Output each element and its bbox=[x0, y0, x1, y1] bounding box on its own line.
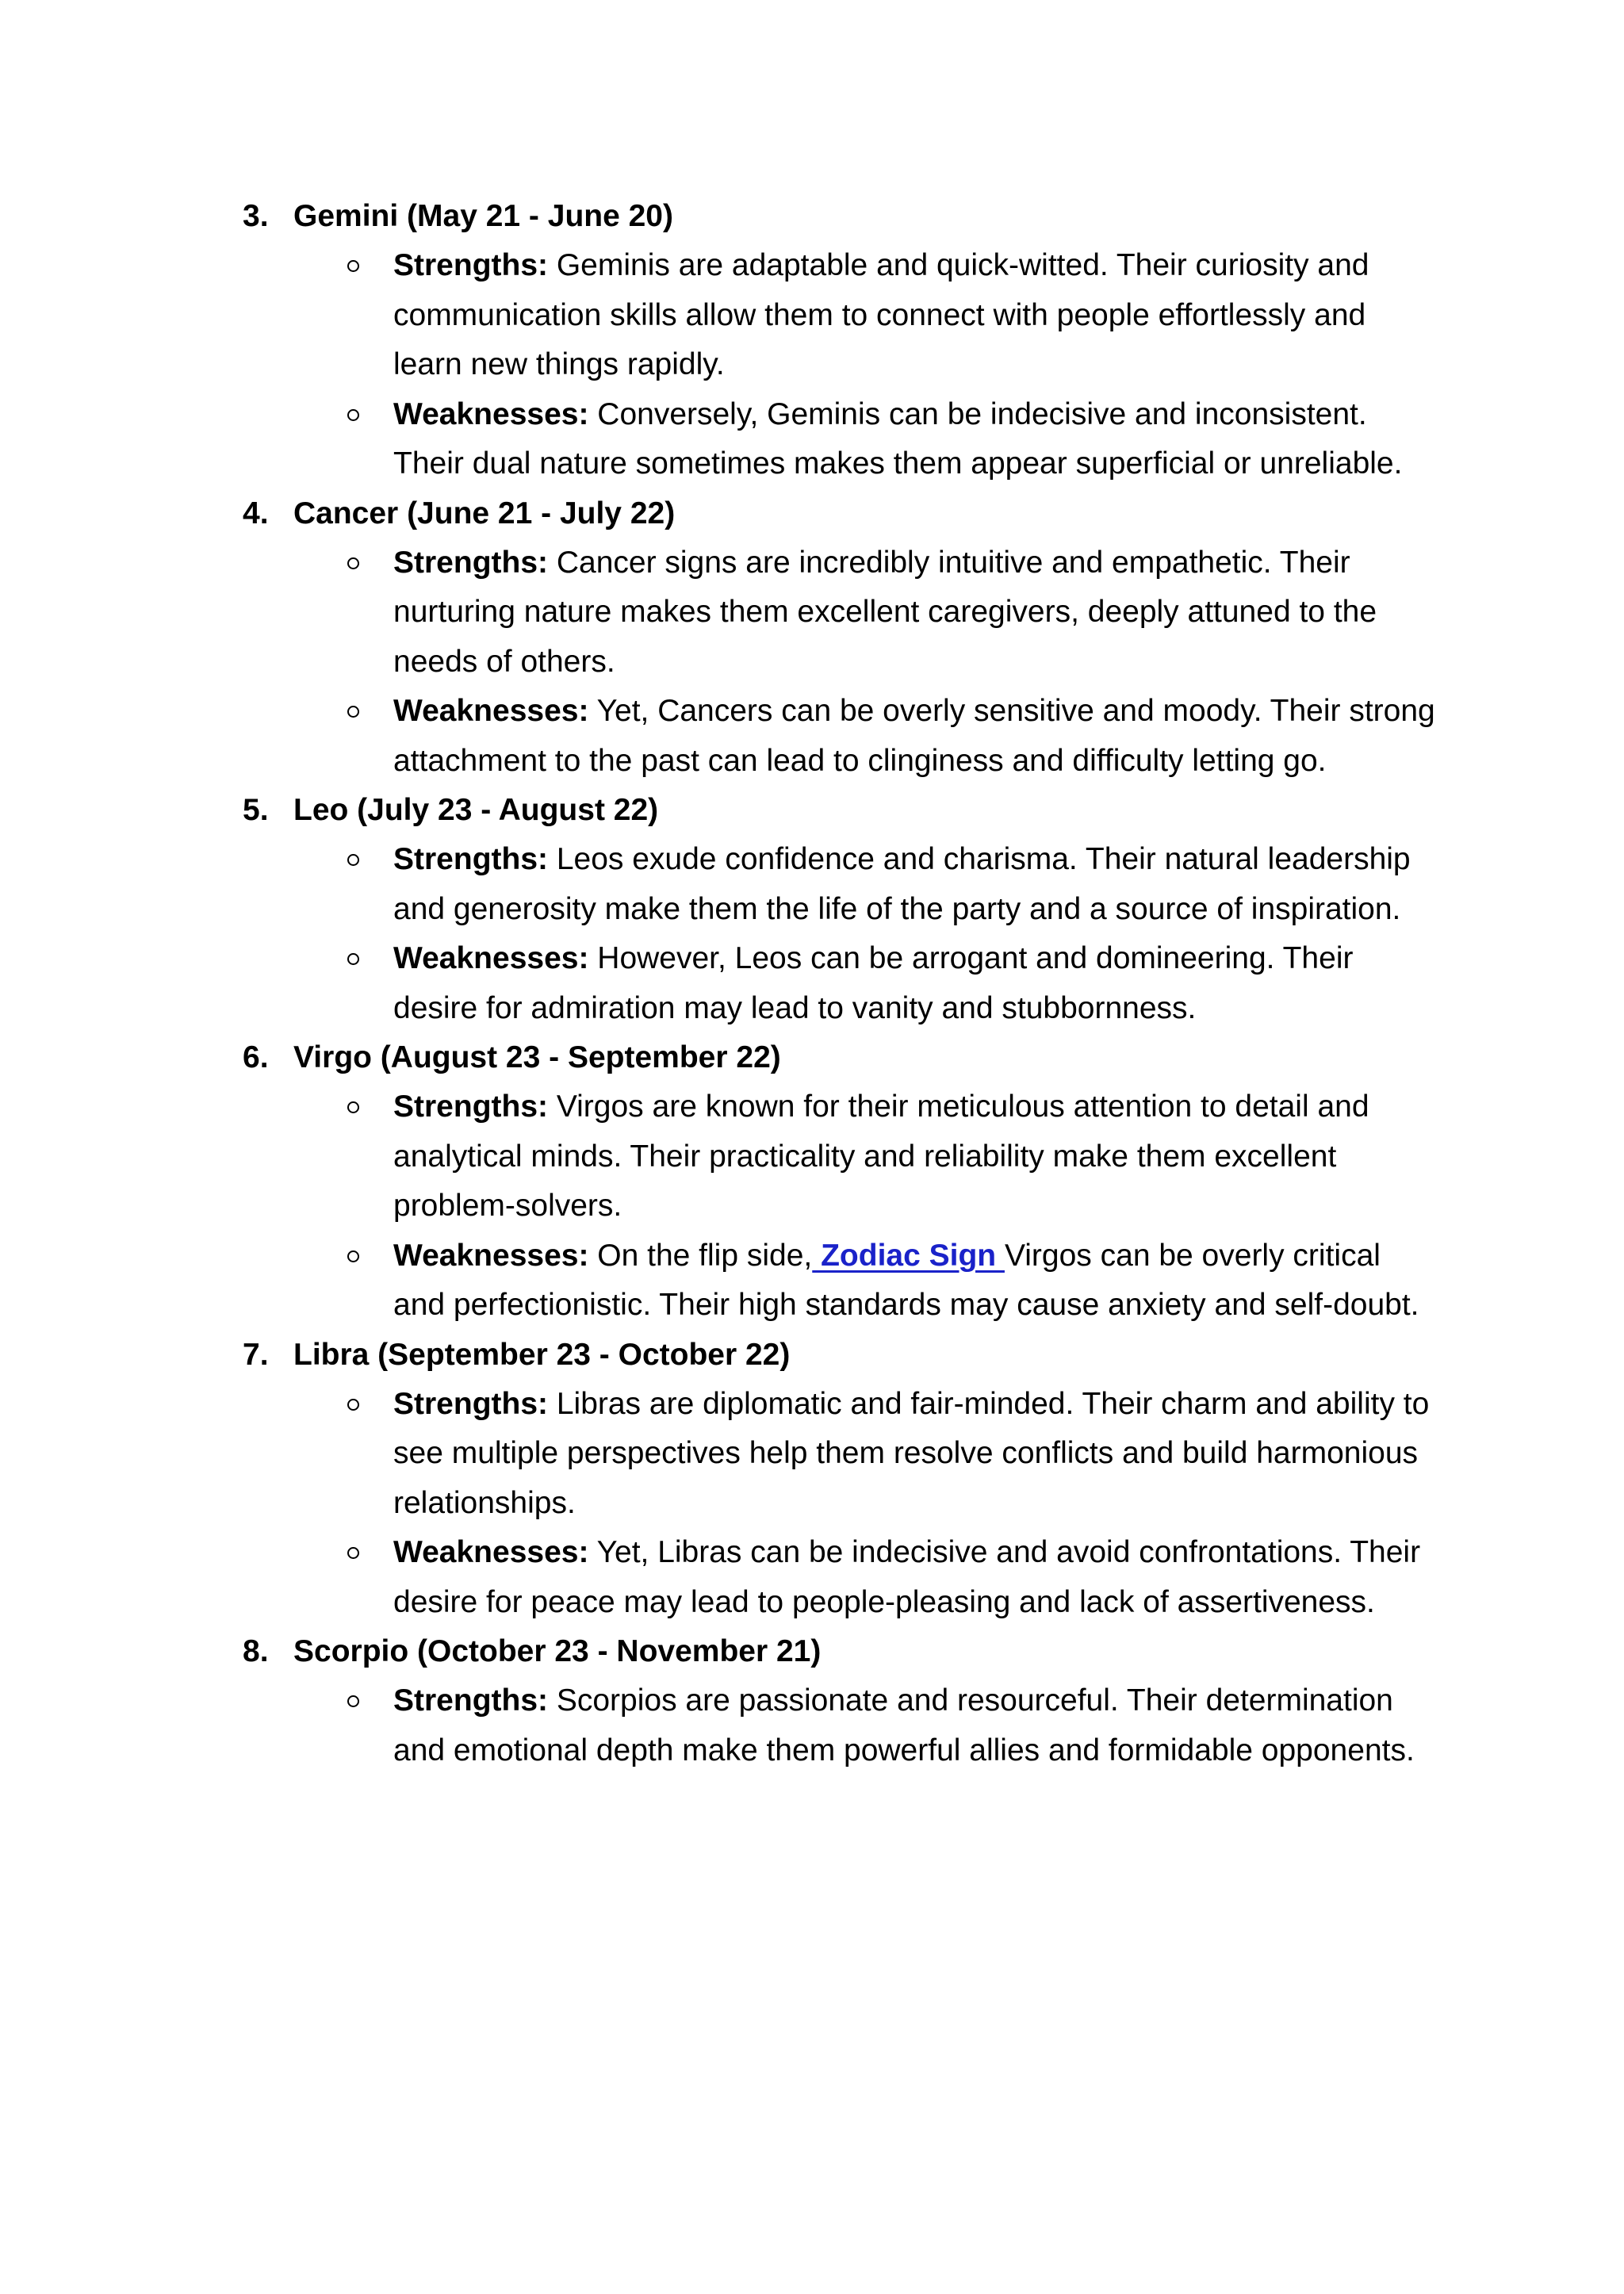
sign-title: Libra (September 23 - October 22) bbox=[293, 1337, 791, 1372]
hollow-circle-bullet-icon bbox=[347, 557, 359, 569]
sign-title: Scorpio (October 23 - November 21) bbox=[293, 1634, 822, 1668]
strengths-text bbox=[393, 538, 1440, 687]
hollow-circle-bullet-icon bbox=[347, 706, 359, 718]
strengths-text bbox=[393, 1380, 1440, 1529]
sign-heading bbox=[243, 1627, 1432, 1676]
weaknesses-label: Weaknesses: bbox=[393, 1535, 589, 1569]
strengths-item bbox=[243, 1082, 1432, 1231]
list-item-libra bbox=[243, 1331, 1432, 1628]
list-item-leo bbox=[243, 786, 1432, 1033]
strengths-text bbox=[393, 835, 1440, 934]
weaknesses-item bbox=[243, 687, 1435, 786]
strengths-label: Strengths: bbox=[393, 1090, 548, 1124]
weaknesses-label: Weaknesses: bbox=[393, 694, 589, 728]
sign-heading bbox=[243, 1033, 1432, 1082]
strengths-label: Strengths: bbox=[393, 1683, 548, 1718]
strengths-description: Geminis are adaptable and quick-witted. Their curiosity and communication skills allow them to connect with people effortlessly and learn new things rapidly. bbox=[393, 248, 1369, 381]
list-number: 8. bbox=[243, 1634, 269, 1668]
strengths-description: Leos exude confidence and charisma. Their natural leadership and generosity make them the life of the party and a source of inspiration. bbox=[393, 842, 1411, 926]
hollow-circle-bullet-icon bbox=[347, 1101, 359, 1113]
weaknesses-text bbox=[393, 1528, 1440, 1627]
hollow-circle-bullet-icon bbox=[347, 1399, 359, 1411]
weaknesses-description: Conversely, Geminis can be indecisive and inconsistent. Their dual nature sometimes makes them appear superficial or unreliable. bbox=[393, 396, 1403, 481]
strengths-item bbox=[243, 241, 1432, 390]
sign-heading bbox=[243, 192, 1432, 241]
weaknesses-item bbox=[243, 934, 1432, 1033]
sign-title: Leo (July 23 - August 22) bbox=[293, 793, 659, 827]
hollow-circle-bullet-icon bbox=[347, 1547, 359, 1559]
weaknesses-item bbox=[243, 390, 1432, 489]
weaknesses-description-start: On the flip side, bbox=[588, 1238, 813, 1273]
strengths-item bbox=[243, 538, 1432, 687]
strengths-label: Strengths: bbox=[393, 248, 548, 282]
list-item-virgo bbox=[243, 1033, 1432, 1331]
weaknesses-label: Weaknesses: bbox=[393, 1238, 589, 1273]
weaknesses-description: Yet, Libras can be indecisive and avoid confrontations. Their desire for peace may lead to people-pleasing and lack of assertiveness. bbox=[393, 1535, 1421, 1619]
strengths-description: Libras are diplomatic and fair-minded. Their charm and ability to see multiple perspectives help them resolve conflicts and build harmonious relationships. bbox=[393, 1386, 1430, 1520]
weaknesses-text bbox=[393, 687, 1440, 786]
list-number: 6. bbox=[243, 1040, 269, 1074]
strengths-description: Cancer signs are incredibly intuitive and empathetic. Their nurturing nature makes them excellent caregivers, deeply attuned to the needs of others. bbox=[393, 545, 1377, 679]
strengths-label: Strengths: bbox=[393, 545, 548, 580]
strengths-item bbox=[243, 1676, 1432, 1775]
strengths-text bbox=[393, 241, 1440, 390]
weaknesses-text bbox=[393, 1231, 1440, 1331]
zodiac-list bbox=[243, 192, 1435, 1775]
weaknesses-description: Yet, Cancers can be overly sensitive and moody. Their strong attachment to the past can lead to clinginess and difficulty letting go. bbox=[393, 694, 1435, 778]
strengths-label: Strengths: bbox=[393, 1386, 548, 1421]
hollow-circle-bullet-icon bbox=[347, 1250, 359, 1262]
weaknesses-item bbox=[243, 1231, 1432, 1331]
weaknesses-description-end: Virgos can be overly critical and perfectionistic. Their high standards may cause anxiety and self-doubt. bbox=[393, 1238, 1419, 1322]
sign-heading bbox=[243, 489, 1432, 538]
weaknesses-text bbox=[393, 390, 1440, 489]
sign-heading bbox=[243, 1331, 1432, 1380]
list-number: 4. bbox=[243, 496, 269, 530]
hollow-circle-bullet-icon bbox=[347, 854, 359, 866]
sign-title: Cancer (June 21 - July 22) bbox=[293, 496, 676, 530]
list-item-scorpio bbox=[243, 1627, 1432, 1775]
strengths-item bbox=[243, 1380, 1432, 1529]
hollow-circle-bullet-icon bbox=[347, 953, 359, 965]
strengths-description: Virgos are known for their meticulous attention to detail and analytical minds. Their practicality and reliability make them excellent problem-solvers. bbox=[393, 1090, 1369, 1223]
sign-heading bbox=[243, 786, 1432, 835]
weaknesses-item bbox=[243, 1528, 1432, 1627]
hollow-circle-bullet-icon bbox=[347, 1695, 359, 1707]
list-number: 7. bbox=[243, 1337, 269, 1372]
list-number: 3. bbox=[243, 199, 269, 233]
strengths-label: Strengths: bbox=[393, 842, 548, 876]
weaknesses-text bbox=[393, 934, 1440, 1033]
list-item-gemini bbox=[243, 192, 1432, 489]
strengths-item bbox=[243, 835, 1432, 934]
sign-title: Virgo (August 23 - September 22) bbox=[293, 1040, 781, 1074]
hollow-circle-bullet-icon bbox=[347, 260, 359, 272]
strengths-text bbox=[393, 1676, 1440, 1775]
weaknesses-label: Weaknesses: bbox=[393, 941, 589, 975]
hollow-circle-bullet-icon bbox=[347, 409, 359, 421]
strengths-text bbox=[393, 1082, 1440, 1231]
weaknesses-label: Weaknesses: bbox=[393, 396, 589, 431]
weaknesses-description: However, Leos can be arrogant and domineering. Their desire for admiration may lead to vanity and stubbornness. bbox=[393, 941, 1354, 1025]
list-item-cancer bbox=[243, 489, 1435, 787]
zodiac-sign-link[interactable]: Zodiac Sign bbox=[812, 1238, 1005, 1273]
strengths-description: Scorpios are passionate and resourceful. Their determination and emotional depth make them powerful allies and formidable opponents. bbox=[393, 1683, 1415, 1767]
sign-title: Gemini (May 21 - June 20) bbox=[293, 199, 673, 233]
list-number: 5. bbox=[243, 793, 269, 827]
